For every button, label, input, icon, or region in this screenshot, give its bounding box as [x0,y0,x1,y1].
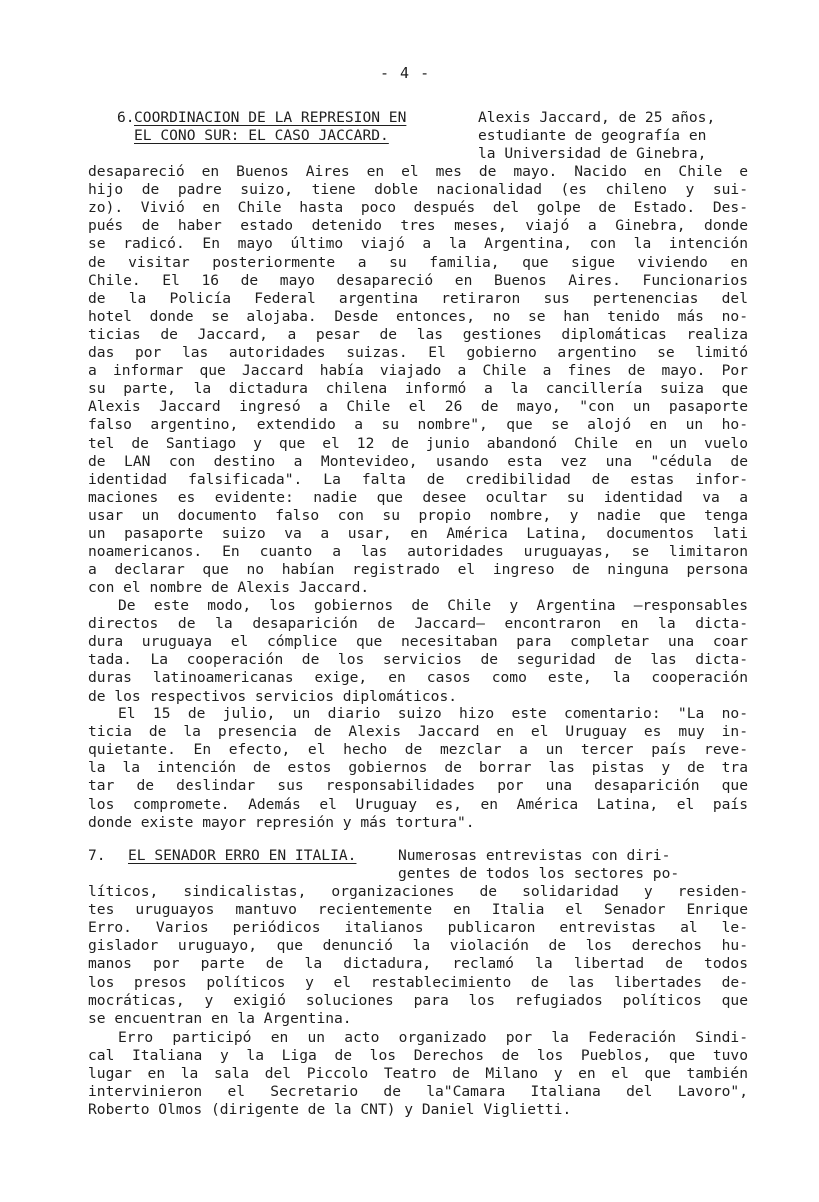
text-line: ticias de Jaccard, a pesar de las gestiones diplomáticas realiza [88,325,748,343]
text-line: los compromete. Además el Uruguay es, en América Latina, el país [88,795,748,813]
text-line: a declarar que no habían registrado el ingreso de ninguna persona [88,561,748,579]
text-line: usar un documento falso con su propio nombre, y nadie que tenga [88,506,748,524]
text-line: Erro participó en un acto organizado por la Federación Sindi- [118,1029,748,1046]
text-line: se encuentran en la Argentina. [88,1009,352,1027]
text-line: Alexis Jaccard ingresó a Chile el 26 de mayo, "con un pasaporte [88,398,748,416]
text-line: Chile. El 16 de mayo desapareció en Buenos Aires. Funcionarios [88,271,748,289]
text-line: ticia de la presencia de Alexis Jaccard en el Uruguay es muy in- [88,723,748,741]
text-line: de los respectivos servicios diplomáticos. [88,687,458,705]
section-6-intro-line: Alexis Jaccard, de 25 años, [478,109,716,126]
text-line: con el nombre de Alexis Jaccard. [88,579,370,597]
text-line: mocráticas, y exigió soluciones para los refugiados políticos que [88,991,748,1009]
text-line: dura uruguaya el cómplice que necesitaban para completar una coar [88,633,748,651]
text-line: gislador uruguayo, que denunció la violación de los derechos hu- [88,937,748,955]
text-line: la la intención de estos gobiernos de borrar las pistas y de tra [88,759,748,777]
text-line: hijo de padre suizo, tiene doble nacionalidad (es chileno y sui- [88,181,748,199]
page-number: - 4 - [380,64,431,82]
text-line: directos de la desaparición de Jaccard— encontraron en la dicta- [88,615,748,633]
text-line: pués de haber estado detenido tres meses, viajó a Ginebra, donde [88,217,748,235]
text-line: de LAN con destino a Montevideo, usando esta vez una "cédula de [88,452,748,470]
text-line: de visitar posteriormente a su familia, que sigue viviendo en [88,253,748,271]
text-line: cal Italiana y la Liga de los Derechos de los Pueblos, que tuvo [88,1047,748,1065]
text-line: tes uruguayos mantuvo recientemente en Italia el Senador Enrique [88,901,748,919]
section-6-intro-line: estudiante de geografía en [478,127,707,144]
text-line: desapareció en Buenos Aires en el mes de mayo. Nacido en Chile e [88,163,748,180]
text-line: su parte, la dictadura chilena informó a la cancillería suiza que [88,380,748,398]
section-7-intro-line: gentes de todos los sectores po- [398,865,680,882]
text-line: un pasaporte suizo va a usar, en América Latina, documentos lati [88,525,748,542]
section-7-intro-line: Numerosas entrevistas con diri- [398,847,671,864]
text-line: manos por parte de la dictadura, reclamó la libertad de todos [88,955,748,973]
text-line: maciones es evidente: nadie que desee ocultar su identidad va a [88,488,748,506]
text-line: El 15 de julio, un diario suizo hizo este comentario: "La no- [118,705,748,722]
section-6-number: 6. [117,109,135,126]
text-line: das por las autoridades suizas. El gobierno argentino se limitó [88,344,748,361]
text-line: Erro. Varios periódicos italianos publicaron entrevistas al le- [88,919,748,937]
section-7-number: 7. [88,847,106,864]
section-6-title-line2: EL CONO SUR: EL CASO JACCARD. [134,127,389,144]
section-7-title: EL SENADOR ERRO EN ITALIA. [128,847,357,864]
text-line: lugar en la sala del Piccolo Teatro de Milano y en el que también [88,1065,748,1083]
text-line: duras latinoamericanas exige, en casos como este, la cooperación [88,669,748,687]
text-line: tada. La cooperación de los servicios de seguridad de las dicta- [88,651,748,669]
text-line: zo). Vivió en Chile hasta poco después del golpe de Estado. Des- [88,199,748,217]
text-line: hotel donde se alojaba. Desde entonces, no se han tenido más no- [88,307,748,325]
section-6-title-line1: COORDINACION DE LA REPRESION EN [134,109,407,126]
text-line: tar de deslindar sus responsabilidades por una desaparición que [88,777,748,795]
text-line: los presos políticos y el restablecimiento de las libertades de- [88,973,748,991]
text-line: tel de Santiago y que el 12 de junio abandonó Chile en un vuelo [88,434,748,452]
text-line: Roberto Olmos (dirigente de la CNT) y Daniel Viglietti. [88,1101,572,1119]
text-line: falso argentino, extendido a su nombre", que se alojó en un ho- [88,416,748,434]
text-line: quietante. En efecto, el hecho de mezclar a un tercer país reve- [88,741,748,759]
text-line: noamericanos. En cuanto a las autoridades uruguayas, se limitaron [88,543,748,561]
text-line: líticos, sindicalistas, organizaciones de solidaridad y residen- [88,883,748,900]
text-line: a informar que Jaccard había viajado a Chile a fines de mayo. Por [88,362,748,380]
section-6-intro-line: la Universidad de Ginebra, [478,145,707,162]
text-line: De este modo, los gobiernos de Chile y Argentina —responsables [118,597,748,614]
text-line: se radicó. En mayo último viajó a la Argentina, con la intención [88,235,748,253]
text-line: donde existe mayor represión y más tortura". [88,813,475,831]
text-line: identidad falsificada". La falta de credibilidad de estas infor- [88,470,748,488]
text-line: de la Policía Federal argentina retiraron sus pertenencias del [88,289,748,307]
text-line: intervinieron el Secretario de la"Camara Italiana del Lavoro", [88,1083,748,1101]
